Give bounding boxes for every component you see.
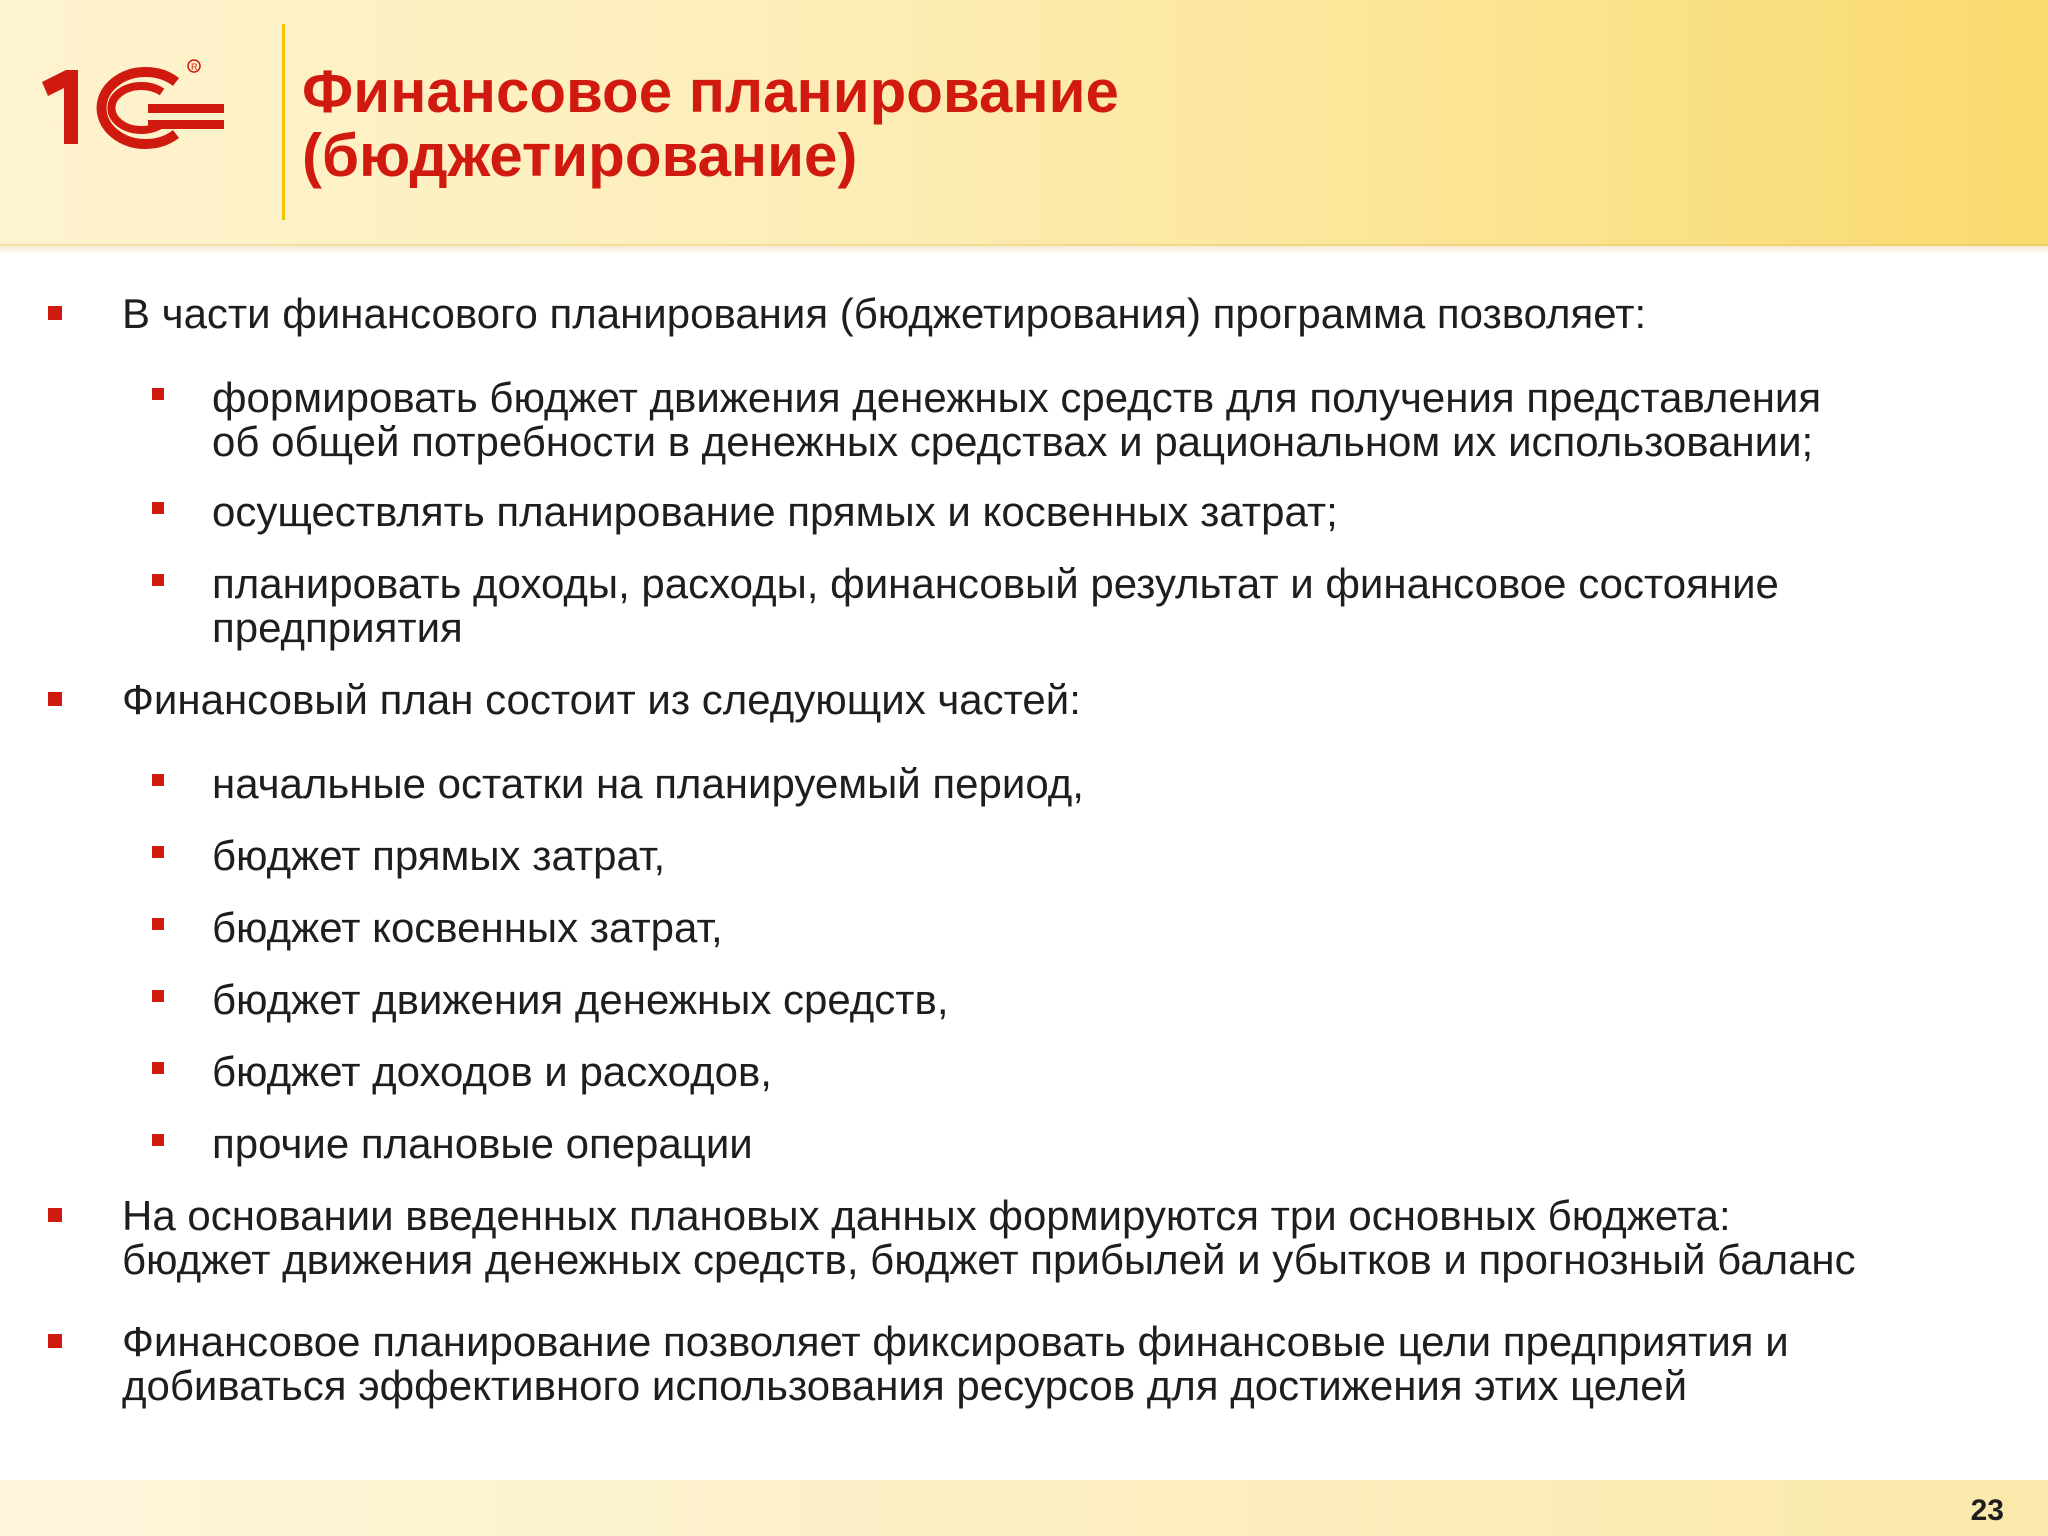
1c-logo bbox=[38, 52, 228, 152]
sub-bullet-item bbox=[212, 762, 1084, 806]
bullet-text-line: предприятия bbox=[212, 604, 463, 651]
bullet-marker bbox=[152, 502, 164, 514]
sub-bullet-item bbox=[212, 562, 1779, 650]
sub-bullet-item bbox=[212, 376, 1821, 464]
bullet-text-line: об общей потребности в денежных средствах и рациональном их использовании; bbox=[212, 418, 1814, 465]
sub-bullet-item bbox=[212, 490, 1338, 534]
bullet-text-line: добиваться эффективного использования ресурсов для достижения этих целей bbox=[122, 1362, 1688, 1409]
bullet-text: осуществлять планирование прямых и косвенных затрат; bbox=[212, 488, 1338, 535]
sub-bullet-item bbox=[212, 1122, 753, 1166]
bullet-item bbox=[122, 1194, 1856, 1282]
page-number: 23 bbox=[1970, 1494, 2004, 1527]
bullet-marker bbox=[152, 846, 164, 858]
bullet-text: В части финансового планирования (бюджетирования) программа позволяет: bbox=[122, 290, 1647, 337]
bullet-marker bbox=[152, 1134, 164, 1146]
bullet-item bbox=[122, 678, 1081, 722]
bullet-marker bbox=[48, 692, 62, 706]
title-line-2: (бюджетирование) bbox=[302, 122, 858, 189]
header-divider bbox=[282, 24, 285, 220]
bullet-marker bbox=[152, 1062, 164, 1074]
header-shadow bbox=[0, 244, 2048, 254]
sub-bullet-item bbox=[212, 978, 949, 1022]
bullet-marker bbox=[152, 990, 164, 1002]
title-line-1: Финансовое планирование bbox=[302, 58, 1119, 125]
bullet-marker bbox=[152, 774, 164, 786]
bullet-marker bbox=[152, 574, 164, 586]
bullet-text-line: бюджет движения денежных средств, бюджет прибылей и убытков и прогнозный баланс bbox=[122, 1236, 1856, 1283]
slide-title bbox=[302, 60, 1119, 188]
bullet-marker bbox=[48, 1208, 62, 1222]
bullet-text: бюджет косвенных затрат, bbox=[212, 904, 723, 951]
bullet-text: бюджет движения денежных средств, bbox=[212, 976, 949, 1023]
bullet-item bbox=[122, 292, 1646, 336]
bullet-item bbox=[122, 1320, 1789, 1408]
bullet-text-line: формировать бюджет движения денежных средств для получения представления bbox=[212, 374, 1822, 421]
bullet-marker bbox=[152, 388, 164, 400]
bullet-text-line: На основании введенных плановых данных формируются три основных бюджета: bbox=[122, 1192, 1731, 1239]
bullet-marker bbox=[152, 918, 164, 930]
bullet-text-line: планировать доходы, расходы, финансовый результат и финансовое состояние bbox=[212, 560, 1779, 607]
bullet-marker bbox=[48, 1334, 62, 1348]
bullet-text: прочие плановые операции bbox=[212, 1120, 753, 1167]
slide-footer bbox=[0, 1480, 2048, 1536]
bullet-marker bbox=[48, 306, 62, 320]
sub-bullet-item bbox=[212, 1050, 772, 1094]
sub-bullet-item bbox=[212, 906, 723, 950]
bullet-text-line: Финансовое планирование позволяет фиксировать финансовые цели предприятия и bbox=[122, 1318, 1789, 1365]
bullet-text: Финансовый план состоит из следующих частей: bbox=[122, 676, 1081, 723]
svg-text:R: R bbox=[191, 62, 198, 72]
bullet-text: бюджет доходов и расходов, bbox=[212, 1048, 772, 1095]
sub-bullet-item bbox=[212, 834, 665, 878]
bullet-text: начальные остатки на планируемый период, bbox=[212, 760, 1084, 807]
bullet-text: бюджет прямых затрат, bbox=[212, 832, 666, 879]
